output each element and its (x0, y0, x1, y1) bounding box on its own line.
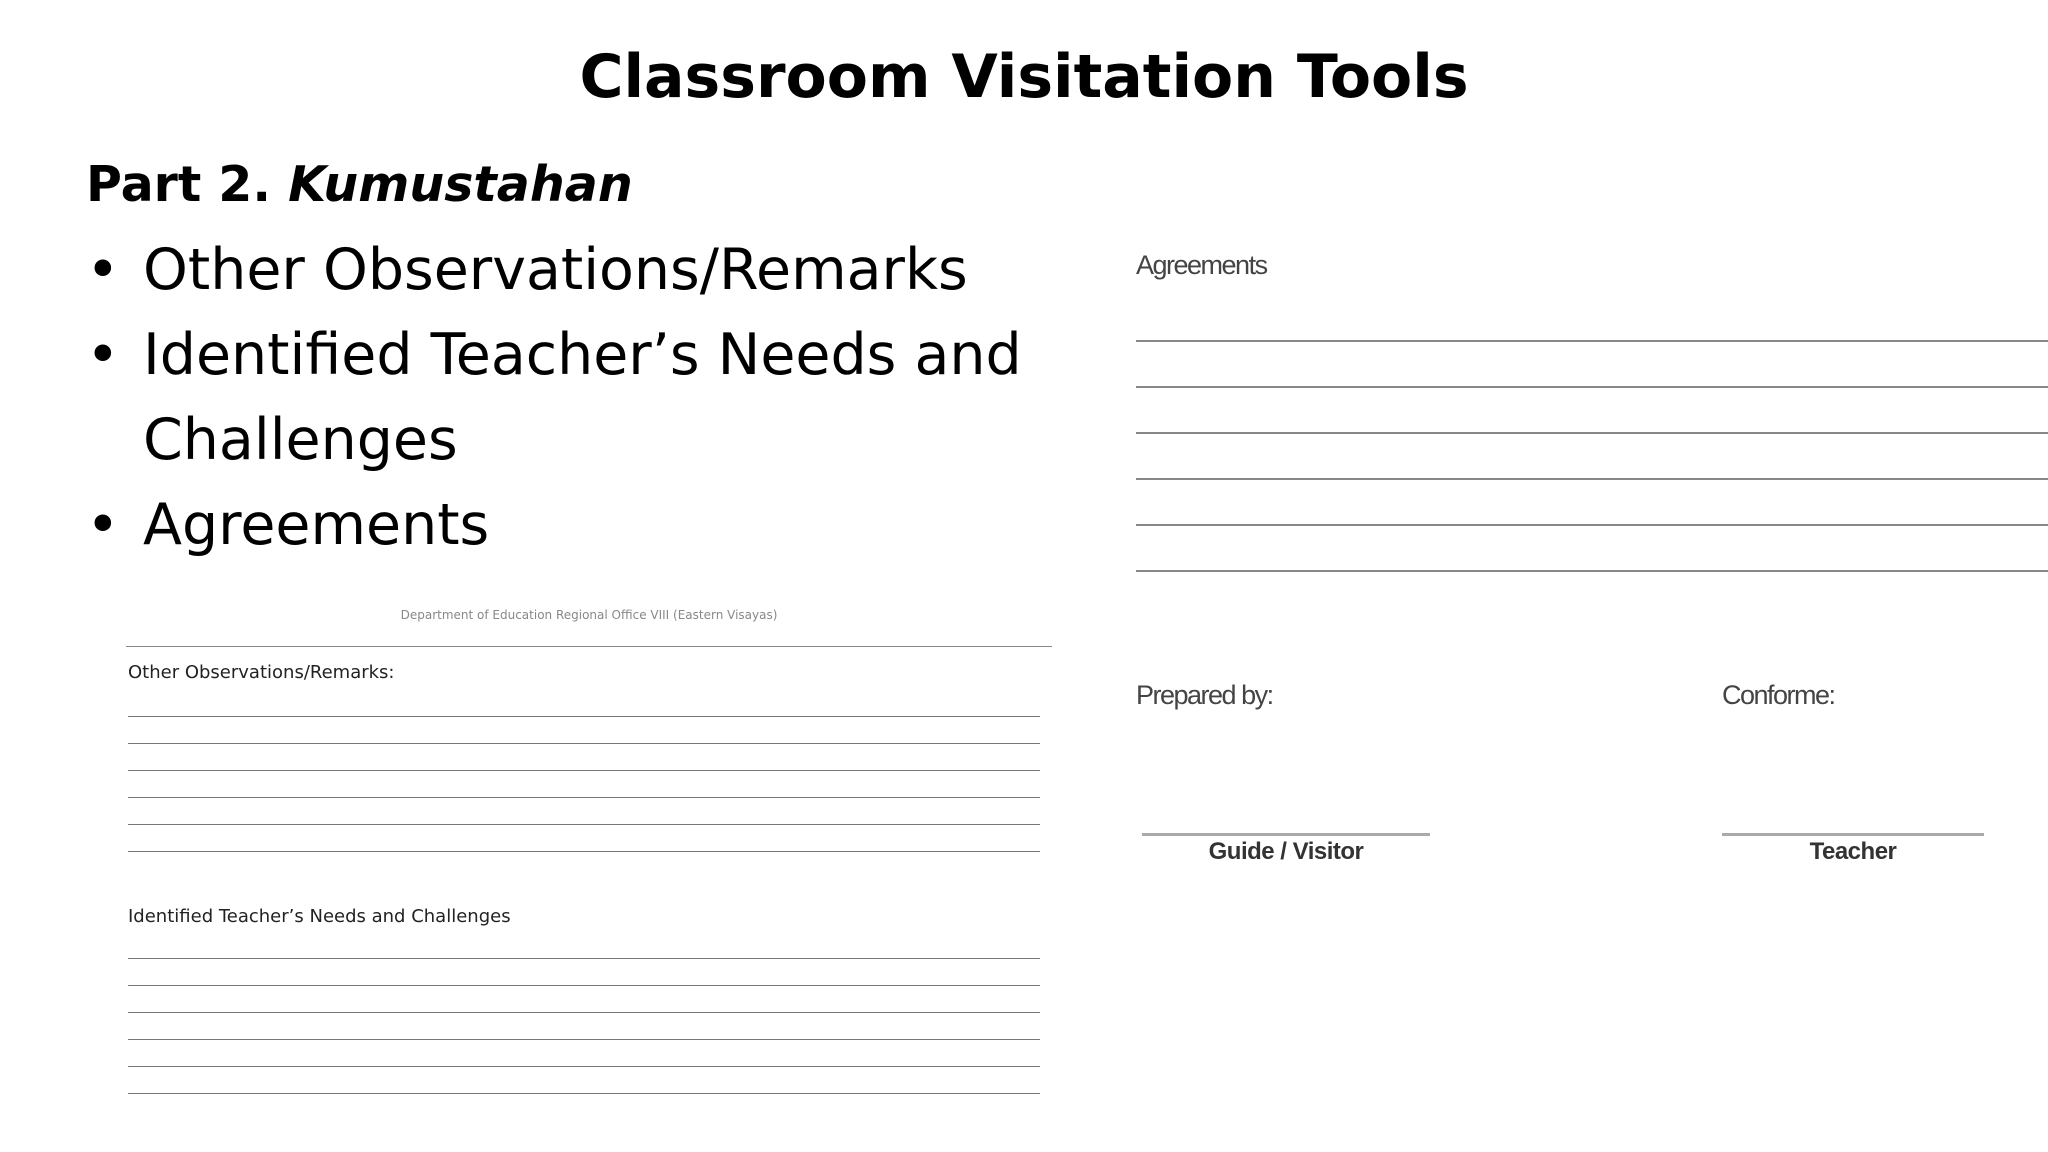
observations-line (128, 851, 1040, 852)
needs-line (128, 985, 1040, 986)
agreements-line (1136, 340, 2048, 342)
needs-line (128, 1012, 1040, 1013)
agreements-line (1136, 386, 2048, 388)
observations-label: Other Observations/Remarks: (128, 662, 395, 683)
bullet-item-agreements: • Agreements (86, 483, 1086, 568)
part-name: Kumustahan (288, 156, 633, 213)
observations-line (128, 743, 1040, 744)
observations-line (128, 824, 1040, 825)
teacher-signature-line (1722, 833, 1984, 836)
part-prefix: Part 2. (86, 156, 272, 213)
part-heading (86, 155, 633, 215)
guide-role: Guide / Visitor (1208, 838, 1364, 865)
header-divider (126, 646, 1052, 647)
needs-line (128, 1066, 1040, 1067)
agreements-line (1136, 478, 2048, 480)
needs-line (128, 958, 1040, 959)
department-header: Department of Education Regional Office VIII (Eastern Visayas) (400, 608, 778, 622)
bullet-list (86, 228, 1086, 568)
agreements-line (1136, 570, 2048, 572)
bullet-item-needs: • Identified Teacher’s Needs and Challenges (86, 313, 1043, 483)
bullet-item-observations: • Other Observations/Remarks (86, 228, 1086, 313)
needs-label: Identified Teacher’s Needs and Challenges (128, 906, 511, 927)
needs-line (128, 1093, 1040, 1094)
observations-line (128, 770, 1040, 771)
slide-title: Classroom Visitation Tools (579, 42, 1469, 112)
guide-signature-line (1142, 833, 1430, 836)
form-image-agreements (1134, 240, 2048, 880)
agreements-line (1136, 524, 2048, 526)
observations-line (128, 797, 1040, 798)
needs-line (128, 1039, 1040, 1040)
agreements-label: Agreements (1136, 250, 1267, 280)
conforme-label: Conforme: (1722, 680, 1835, 710)
observations-line (128, 716, 1040, 717)
prepared-by-label: Prepared by: (1136, 680, 1273, 710)
form-image-observations (126, 600, 1052, 1110)
teacher-role: Teacher (1809, 838, 1897, 865)
agreements-line (1136, 432, 2048, 434)
